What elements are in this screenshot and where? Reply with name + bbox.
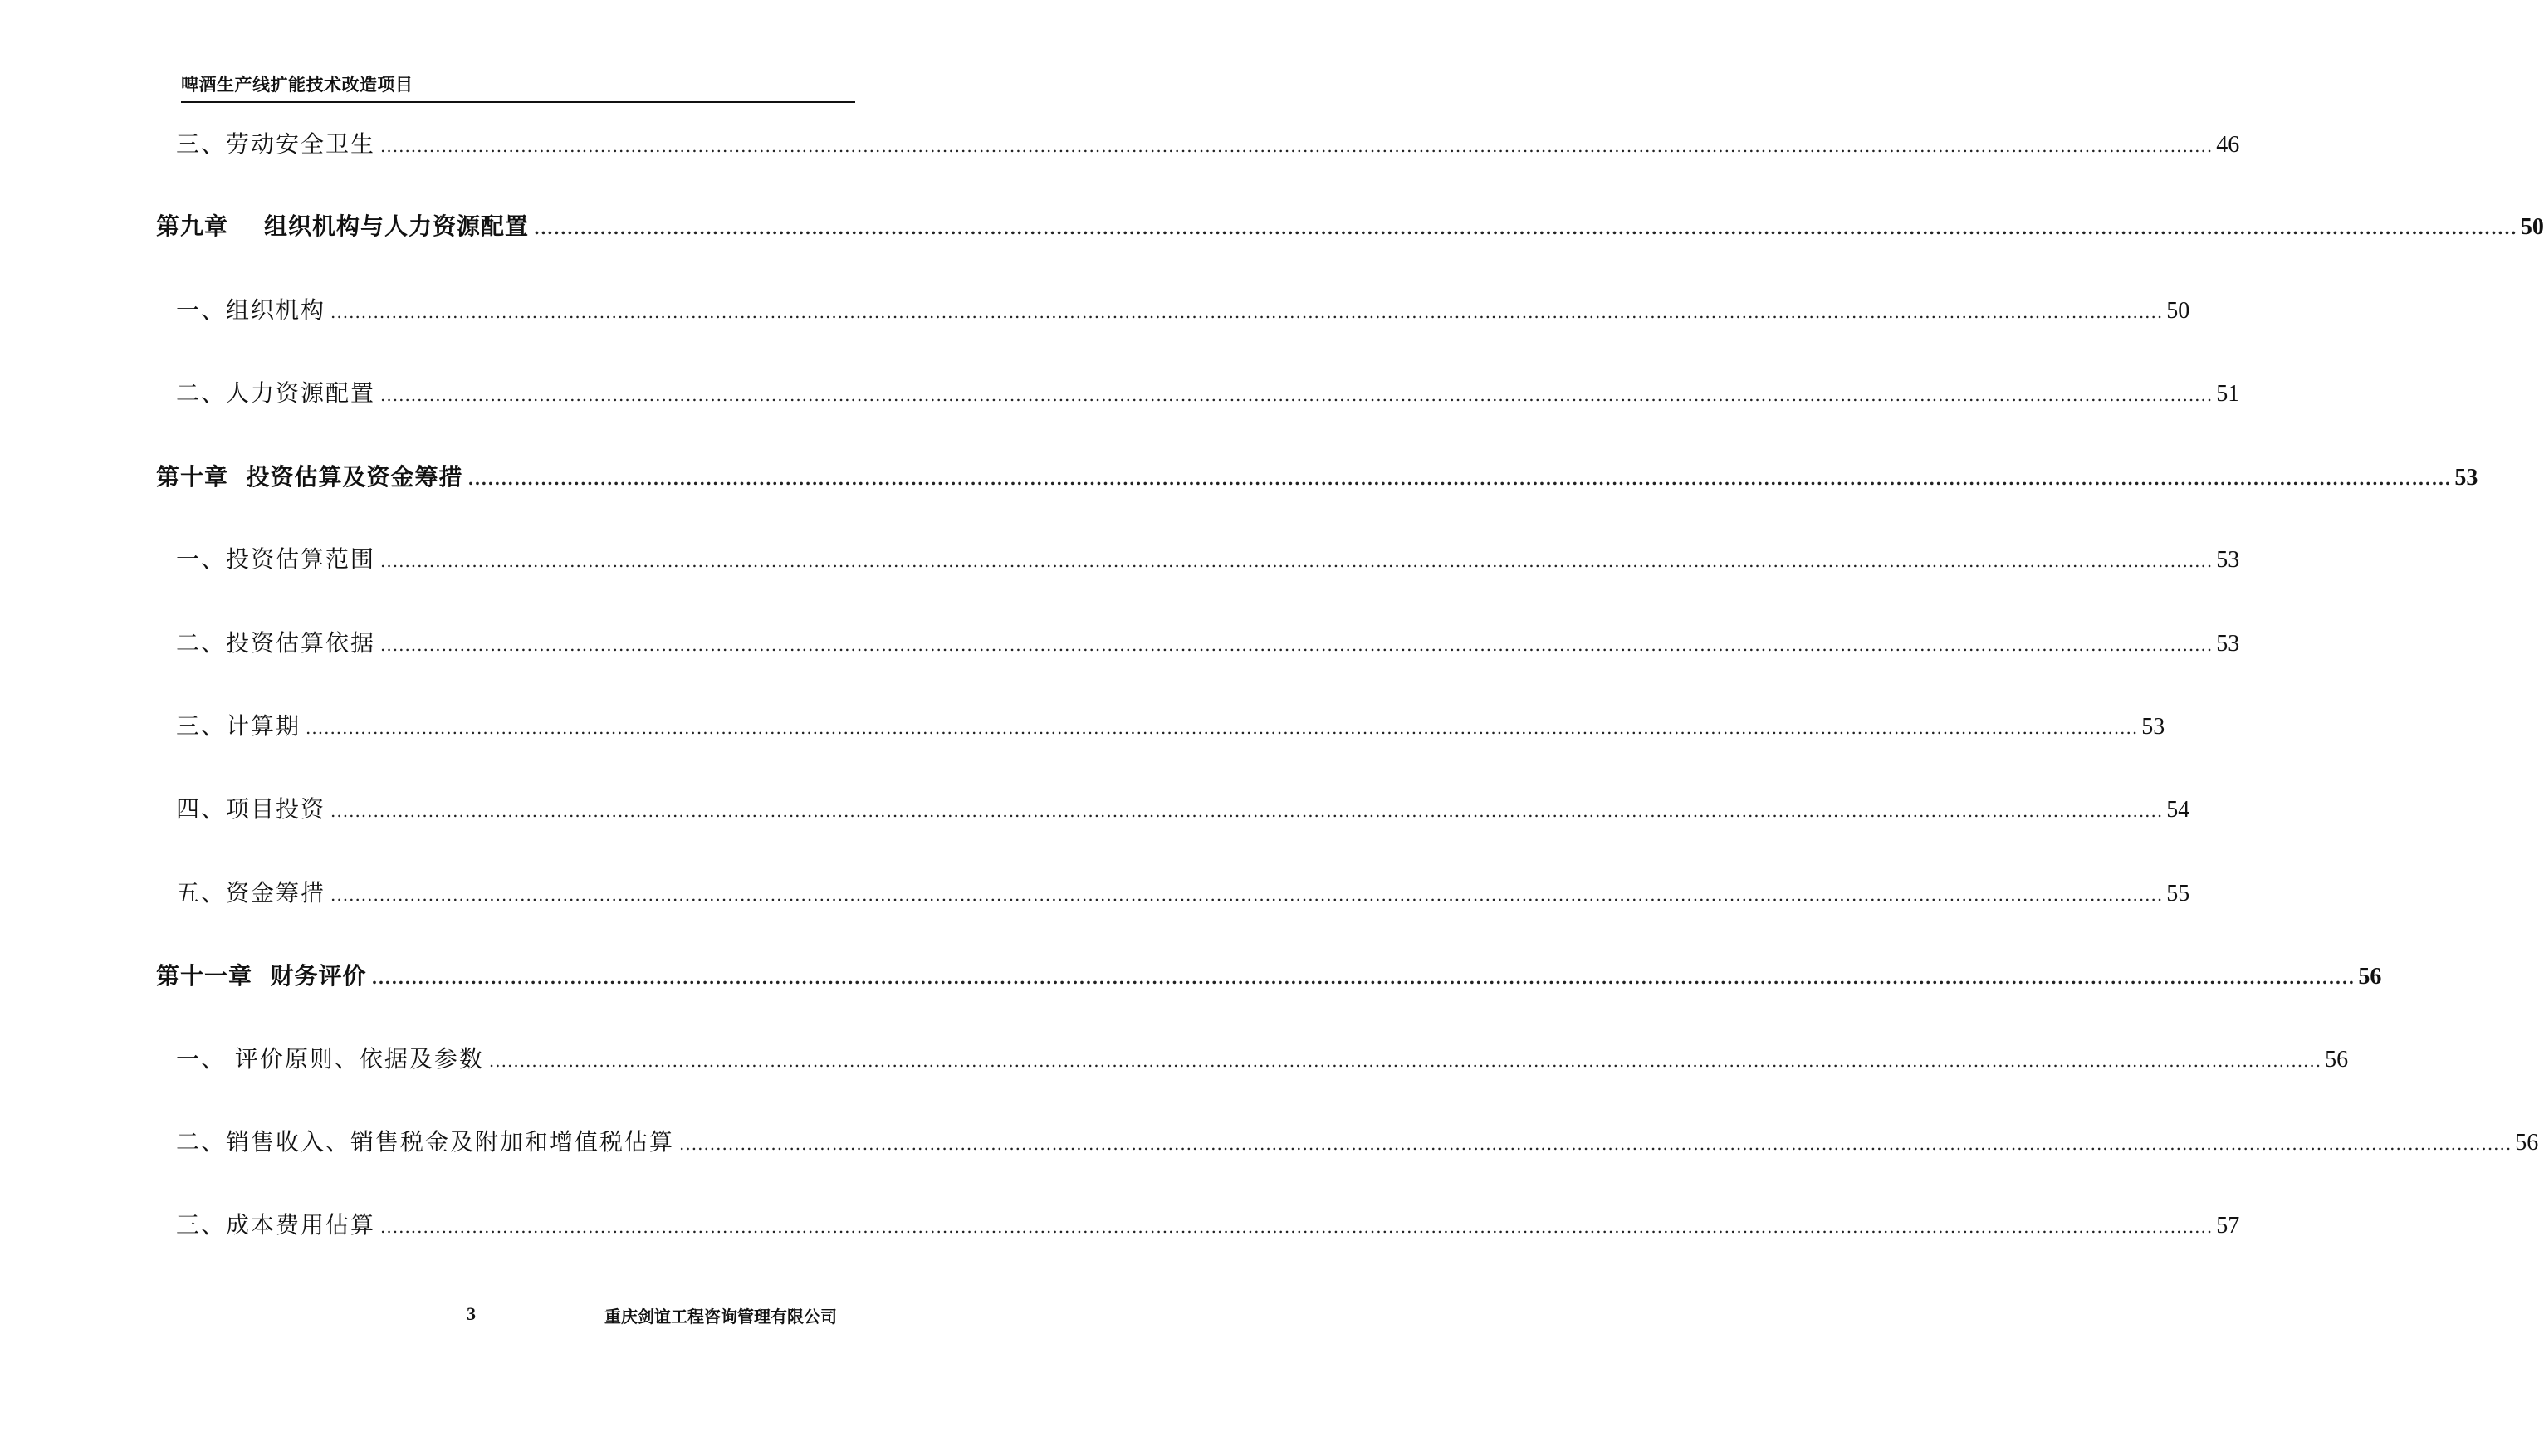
toc-chapter-label: 第十一章 财务评价 (156, 962, 367, 989)
toc-leader-dots: ............................................................................................................................................................................................................................................................................................................ (679, 1134, 2512, 1154)
toc-entry-label: 二、人力资源配置 (176, 379, 376, 407)
toc-leader-dots: ............................................................................................................................................................................................................................................................................................................ (330, 885, 2164, 905)
toc-entry[interactable] (176, 1124, 2539, 1157)
toc-entry-label: 三、计算期 (176, 712, 301, 740)
toc-entry[interactable] (176, 875, 2190, 908)
toc-chapter-label: 第十章 投资估算及资金筹措 (156, 463, 463, 491)
document-title: 啤酒生产线扩能技术改造项目 (181, 75, 413, 95)
toc-entry-page: 55 (2166, 881, 2190, 906)
page-number: 3 (467, 1303, 476, 1324)
toc-entry-label: 二、投资估算依据 (176, 629, 376, 657)
toc-chapter-page: 53 (2454, 465, 2478, 491)
toc-entry-label: 二、销售收入、销售税金及附加和增值税估算 (176, 1128, 675, 1156)
toc-chapter-page: 50 (2520, 214, 2544, 240)
toc-leader-dots: ............................................................................................................................................................................................................................................................................................................ (488, 1051, 2322, 1071)
toc-entry-page: 53 (2141, 714, 2165, 740)
toc-leader-dots: ............................................................................................................................................................................................................................................................................................................ (371, 968, 2356, 988)
toc-leader-dots: ............................................................................................................................................................................................................................................................................................................ (330, 801, 2164, 821)
toc-entry[interactable] (176, 791, 2190, 824)
toc-entry-label: 四、项目投资 (176, 795, 326, 823)
toc-entry[interactable] (176, 708, 2165, 741)
toc-entry-page: 57 (2216, 1213, 2240, 1239)
toc-chapter-entry[interactable] (156, 208, 2544, 242)
toc-leader-dots: ............................................................................................................................................................................................................................................................................................................ (330, 302, 2164, 322)
toc-entry[interactable] (176, 375, 2240, 408)
toc-leader-dots: ............................................................................................................................................................................................................................................................................................................ (380, 635, 2214, 655)
toc-entry[interactable] (176, 292, 2190, 325)
toc-entry[interactable] (176, 126, 2240, 159)
toc-entry-page: 56 (2325, 1047, 2349, 1072)
toc-entry[interactable] (176, 1207, 2240, 1240)
toc-entry-label: 五、资金筹措 (176, 879, 326, 906)
toc-chapter-entry[interactable] (156, 958, 2382, 991)
toc-chapter-label: 第九章 组织机构与人力资源配置 (156, 213, 529, 240)
toc-entry-page: 50 (2166, 298, 2190, 324)
toc-entry[interactable] (176, 541, 2240, 574)
toc-leader-dots: ............................................................................................................................................................................................................................................................................................................ (380, 385, 2214, 405)
toc-entry-page: 53 (2216, 547, 2240, 573)
toc-chapter-page: 56 (2358, 964, 2382, 989)
toc-leader-dots: ............................................................................................................................................................................................................................................................................................................ (306, 718, 2139, 738)
toc-leader-dots: ............................................................................................................................................................................................................................................................................................................ (380, 551, 2214, 571)
toc-entry-label: 一、投资估算范围 (176, 545, 376, 573)
toc-entry-page: 51 (2216, 381, 2240, 407)
toc-leader-dots: ............................................................................................................................................................................................................................................................................................................ (534, 218, 2517, 238)
toc-entry-page: 54 (2166, 797, 2190, 823)
toc-leader-dots: ............................................................................................................................................................................................................................................................................................................ (467, 469, 2452, 489)
toc-leader-dots: ............................................................................................................................................................................................................................................................................................................ (380, 136, 2214, 156)
toc-entry[interactable] (176, 1041, 2349, 1074)
toc-entry-label: 三、成本费用估算 (176, 1211, 376, 1239)
toc-leader-dots: ............................................................................................................................................................................................................................................................................................................ (380, 1217, 2214, 1237)
toc-chapter-entry[interactable] (156, 459, 2478, 492)
toc-entry-page: 46 (2216, 132, 2240, 158)
toc-entry-page: 56 (2515, 1130, 2539, 1156)
toc-entry-label: 三、劳动安全卫生 (176, 130, 376, 158)
toc-entry-page: 53 (2216, 631, 2240, 657)
toc-entry-label: 一、 评价原则、依据及参数 (176, 1045, 484, 1072)
toc-entry-label: 一、组织机构 (176, 296, 326, 324)
company-name: 重庆剑谊工程咨询管理有限公司 (604, 1307, 837, 1327)
toc-entry[interactable] (176, 625, 2240, 658)
